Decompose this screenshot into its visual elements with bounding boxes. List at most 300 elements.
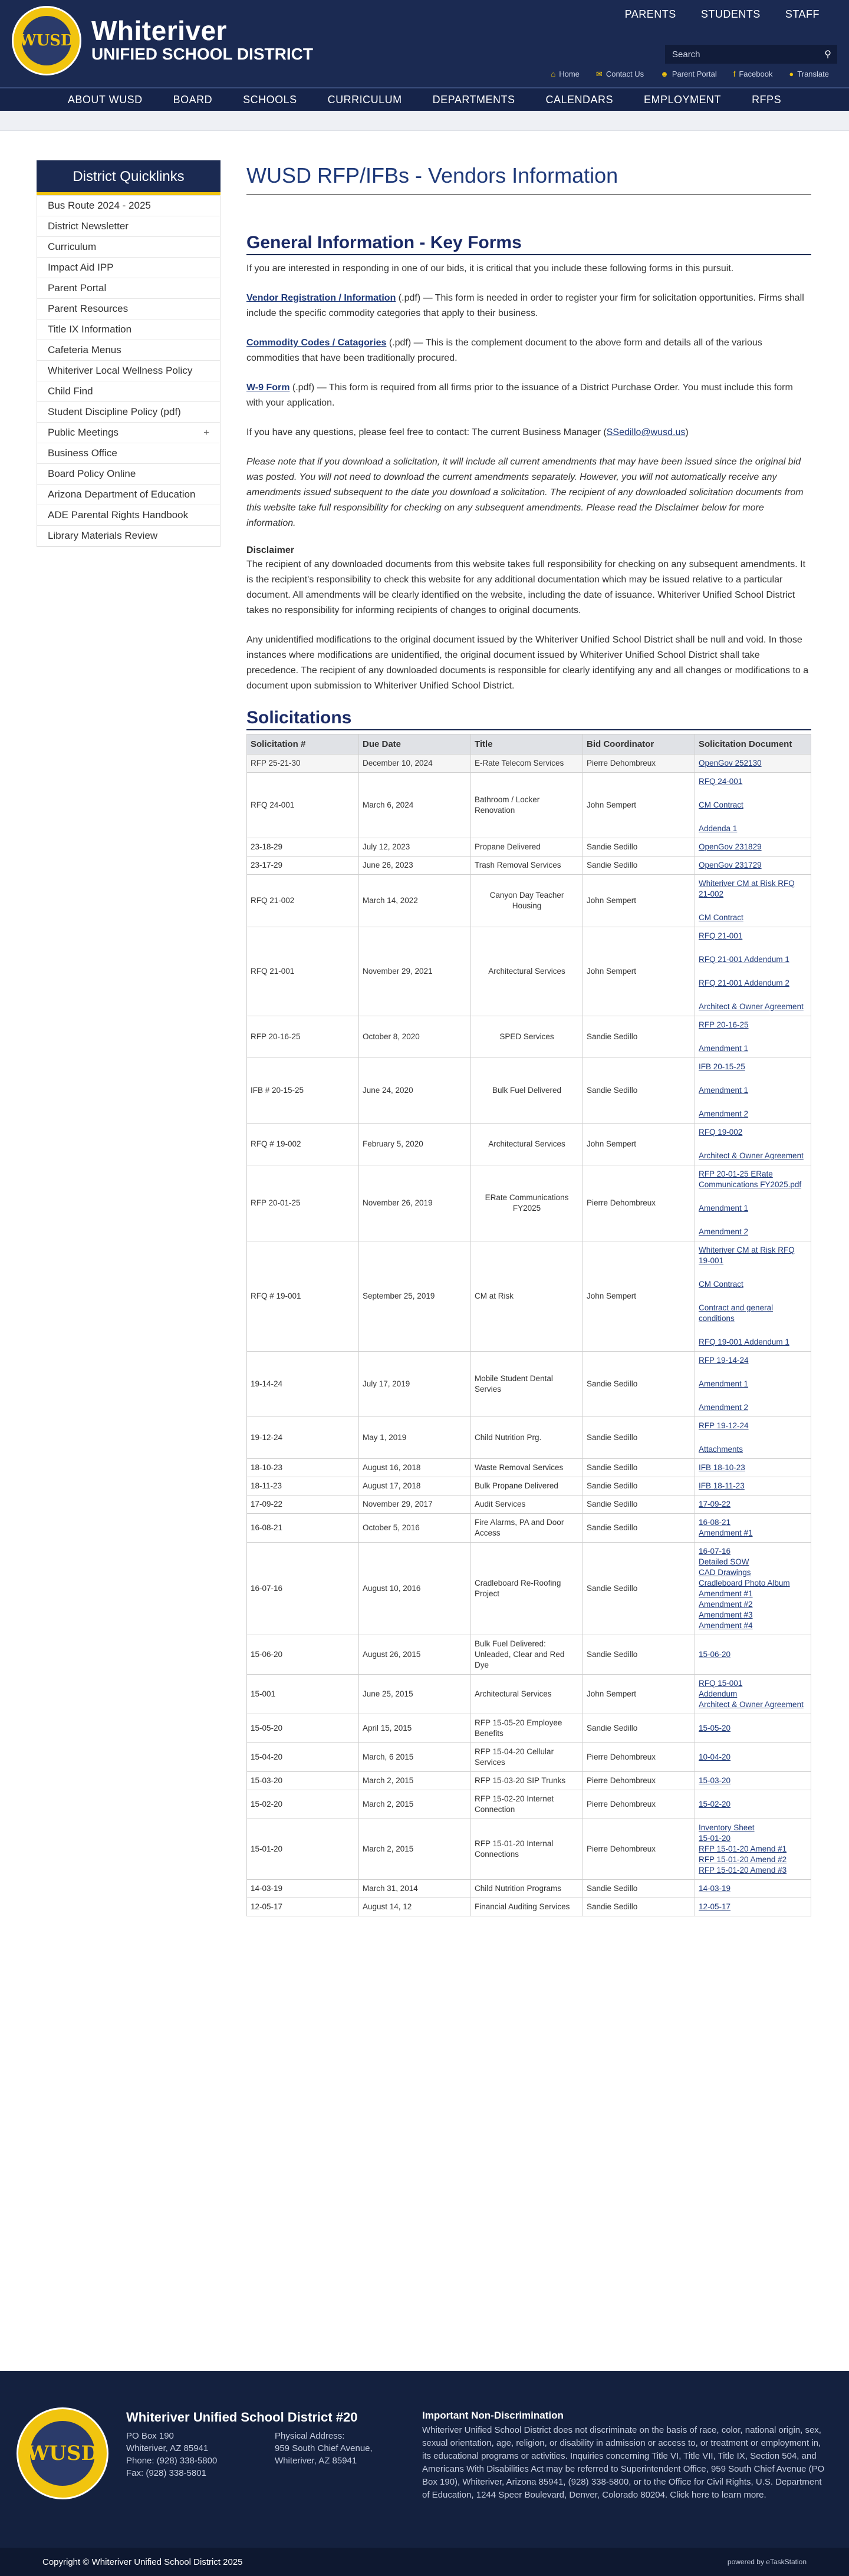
document-link[interactable]: RFQ 15-001 — [699, 1679, 743, 1688]
vendor-registration-text: (.pdf) — This form is needed in order to register your firm for solicitation opportunities. Firms shall include the specific commodity categories that apply to their business. — [246, 293, 804, 318]
sidebar-item[interactable]: ADE Parental Rights Handbook — [37, 505, 220, 526]
cell-solicitation-num: 17-09-22 — [247, 1495, 359, 1514]
cell-solicitation-num: 15-06-20 — [247, 1635, 359, 1675]
cell-bid-coordinator: Sandie Sedillo — [583, 1352, 695, 1417]
sidebar-item[interactable]: Bus Route 2024 - 2025 — [37, 196, 220, 216]
site-title[interactable] — [91, 17, 313, 64]
search-placeholder: Search — [672, 49, 700, 60]
cell-due-date: March 31, 2014 — [359, 1880, 471, 1898]
cell-title: RFP 15-02-20 Internet Connection — [471, 1790, 583, 1819]
cell-solicitation-num: 14-03-19 — [247, 1880, 359, 1898]
cell-solicitation-num: RFQ 24-001 — [247, 773, 359, 838]
expand-icon[interactable]: + — [203, 427, 209, 438]
w9-text: (.pdf) — This form is required from all firms prior to the issuance of a District Purchase Order. You must include this form with your application. — [246, 383, 793, 408]
phone-line: Phone: (928) 338-5800 — [126, 2456, 218, 2466]
nav-curriculum[interactable]: CURRICULUM — [327, 93, 402, 106]
cell-bid-coordinator: Sandie Sedillo — [583, 1459, 695, 1477]
document-link[interactable]: 10-04-20 — [699, 1753, 731, 1761]
cell-solicitation-num: IFB # 20-15-25 — [247, 1058, 359, 1124]
footer-logo-text: WUSD — [30, 2421, 95, 2486]
nav-employment[interactable]: EMPLOYMENT — [644, 93, 722, 106]
document-link[interactable]: IFB 20-15-25 — [699, 1062, 745, 1071]
home-icon: ⌂ — [551, 70, 556, 78]
col-bid-coordinator: Bid Coordinator — [583, 734, 695, 755]
cell-title: E-Rate Telecom Services — [471, 755, 583, 773]
cell-bid-coordinator: Sandie Sedillo — [583, 1714, 695, 1743]
cell-solicitation-num: 19-12-24 — [247, 1417, 359, 1459]
non-discrimination-heading: Important Non-Discrimination — [422, 2410, 564, 2421]
cell-solicitation-document — [695, 838, 811, 857]
cell-solicitation-document — [695, 1352, 811, 1417]
table-row — [247, 1675, 811, 1714]
col-due-date: Due Date — [359, 734, 471, 755]
top-links — [625, 8, 820, 21]
non-discrimination-text: Whiteriver Unified School District does not discriminate on the basis of race, color, national origin, sex, sexual orientation, age, religion, or disability in admission or access to, or treatment or employment in, its educational programs or activities. Inquiries concerning Title VI, Title VII, Title IX, Section 504, and Americans With Disabilities Act may be referred to Superintendent Office, 959 South Chief Avenue (PO Box 190), Whiteriver, Arizona 85941, (928) 338-5800, or to the Office for Civil Rights, U.S. Department of Education, 1244 Speer Boulevard, Denver, Colorado 80204. Click here to learn more. — [422, 2425, 825, 2500]
vendor-registration-link[interactable]: Vendor Registration / Information — [246, 293, 396, 303]
document-link[interactable]: OpenGov 252130 — [699, 759, 762, 767]
document-link[interactable]: Architect & Owner Agreement — [699, 1700, 804, 1709]
cell-bid-coordinator: Sandie Sedillo — [583, 1417, 695, 1459]
document-link[interactable]: 14-03-19 — [699, 1884, 731, 1893]
cell-solicitation-document — [695, 1417, 811, 1459]
site-header — [0, 0, 849, 87]
cell-solicitation-document — [695, 1124, 811, 1165]
cell-bid-coordinator: Sandie Sedillo — [583, 1880, 695, 1898]
table-row — [247, 1459, 811, 1477]
table-body — [247, 755, 811, 1916]
sidebar-item[interactable]: Whiteriver Local Wellness Policy — [37, 361, 220, 381]
document-link[interactable]: CM Contract — [699, 801, 743, 809]
sidebar-item[interactable]: Curriculum — [37, 237, 220, 258]
table-row — [247, 1819, 811, 1880]
cell-title: Cradleboard Re-Roofing Project — [471, 1543, 583, 1635]
cell-due-date: March 2, 2015 — [359, 1772, 471, 1790]
cell-solicitation-document — [695, 1790, 811, 1819]
disclaimer-text: The recipient of any downloaded documents from this website takes full responsibility for checking on any subsequent amendments. It is the recipient's responsibility to check this website for any additional documentation which may be issued relative to a particular document. All amendments will be clearly identified on the website, including the date of issuance. Whiteriver Unified School District takes no responsibility for informing recipients of changes to original documents. — [246, 559, 806, 615]
document-link[interactable]: 15-05-20 — [699, 1724, 731, 1732]
cell-solicitation-num: 19-14-24 — [247, 1352, 359, 1417]
cell-title: RFP 15-01-20 Internal Connections — [471, 1819, 583, 1880]
sidebar-item[interactable]: Cafeteria Menus — [37, 340, 220, 361]
cell-due-date: March, 6 2015 — [359, 1743, 471, 1772]
document-link[interactable]: 15-02-20 — [699, 1800, 731, 1809]
cell-due-date: September 25, 2019 — [359, 1241, 471, 1352]
cell-solicitation-document — [695, 1880, 811, 1898]
cell-bid-coordinator: Sandie Sedillo — [583, 857, 695, 875]
table-row — [247, 1124, 811, 1165]
cell-due-date: December 10, 2024 — [359, 755, 471, 773]
sidebar-item[interactable] — [37, 423, 220, 443]
main-nav — [0, 87, 849, 111]
document-link[interactable]: 12-05-17 — [699, 1902, 731, 1911]
sidebar-item[interactable]: Business Office — [37, 443, 220, 464]
cell-solicitation-document — [695, 1675, 811, 1714]
document-link[interactable]: Attachments — [699, 1445, 743, 1454]
util-link-contact[interactable]: ✉ Contact Us — [595, 70, 644, 78]
cell-solicitation-document — [695, 1772, 811, 1790]
commodity-codes-text: (.pdf) — This is the complement document to the above form and details all of the various commodities that have been traditionally procured. — [246, 338, 762, 363]
cell-solicitation-document — [695, 1819, 811, 1880]
footer-logo — [17, 2407, 108, 2499]
cell-title: Architectural Services — [471, 1124, 583, 1165]
contact-close: ) — [685, 427, 689, 437]
cell-title: RFP 15-05-20 Employee Benefits — [471, 1714, 583, 1743]
document-link[interactable]: CM Contract — [699, 1280, 743, 1289]
cell-bid-coordinator: Pierre Dehombreux — [583, 1772, 695, 1790]
phys-line: Whiteriver, AZ 85941 — [275, 2456, 357, 2466]
col-solicitation-num: Solicitation # — [247, 734, 359, 755]
cell-solicitation-num: RFQ # 19-002 — [247, 1124, 359, 1165]
cell-due-date: July 12, 2023 — [359, 838, 471, 857]
document-link[interactable]: RFQ 21-001 — [699, 931, 743, 940]
cell-title: Financial Auditing Services — [471, 1898, 583, 1916]
document-link[interactable]: Architect & Owner Agreement — [699, 1002, 804, 1011]
cell-solicitation-num: RFQ # 19-001 — [247, 1241, 359, 1352]
cell-solicitation-num: 18-11-23 — [247, 1477, 359, 1495]
sidebar-item[interactable]: Title IX Information — [37, 319, 220, 340]
cell-title: SPED Services — [471, 1016, 583, 1058]
cell-title: Mobile Student Dental Servies — [471, 1352, 583, 1417]
nav-board[interactable]: BOARD — [173, 93, 213, 106]
document-link[interactable]: 15-01-20 — [699, 1834, 731, 1843]
cell-bid-coordinator: Sandie Sedillo — [583, 1477, 695, 1495]
document-link[interactable]: Addendum — [699, 1689, 738, 1698]
cell-title: Propane Delivered — [471, 838, 583, 857]
cell-due-date: August 17, 2018 — [359, 1477, 471, 1495]
cell-solicitation-document — [695, 1477, 811, 1495]
document-link[interactable]: Amendment #1 — [699, 1529, 753, 1537]
document-link[interactable]: RFP 15-01-20 Amend #3 — [699, 1866, 787, 1875]
document-link[interactable]: 16-08-21 — [699, 1518, 731, 1527]
nav-schools[interactable]: SCHOOLS — [243, 93, 297, 106]
table-row — [247, 1514, 811, 1543]
cell-title: RFP 15-04-20 Cellular Services — [471, 1743, 583, 1772]
cell-due-date: August 16, 2018 — [359, 1459, 471, 1477]
cell-title: Child Nutrition Prg. — [471, 1417, 583, 1459]
cell-due-date: June 26, 2023 — [359, 857, 471, 875]
sidebar-title: District Quicklinks — [37, 160, 221, 195]
logo-text: WUSD — [22, 16, 71, 65]
table-row — [247, 1790, 811, 1819]
document-link[interactable]: Contract and general conditions — [699, 1303, 774, 1323]
cell-solicitation-num: RFP 25-21-30 — [247, 755, 359, 773]
nav-departments[interactable]: DEPARTMENTS — [432, 93, 515, 106]
top-link-students[interactable]: STUDENTS — [700, 8, 761, 20]
cell-solicitation-num: 15-05-20 — [247, 1714, 359, 1743]
phys-line: 959 South Chief Avenue, — [275, 2443, 373, 2453]
sidebar-item[interactable]: Impact Aid IPP — [37, 258, 220, 278]
po-line: Whiteriver, AZ 85941 — [126, 2443, 209, 2453]
document-link[interactable]: IFB 18-10-23 — [699, 1463, 745, 1472]
table-header-row — [247, 734, 811, 755]
cell-bid-coordinator: Sandie Sedillo — [583, 1543, 695, 1635]
document-link[interactable]: IFB 18-11-23 — [699, 1481, 745, 1490]
cell-due-date: November 29, 2021 — [359, 927, 471, 1016]
cell-due-date: November 29, 2017 — [359, 1495, 471, 1514]
document-link[interactable]: 15-03-20 — [699, 1776, 731, 1785]
sidebar-item-label: Public Meetings — [48, 427, 119, 438]
page-body — [0, 131, 849, 2371]
table-row — [247, 838, 811, 857]
document-link[interactable]: Amendment 1 — [699, 1379, 749, 1388]
cell-bid-coordinator: John Sempert — [583, 1241, 695, 1352]
cell-solicitation-document — [695, 927, 811, 1016]
intro-text: If you are interested in responding in one of our bids, it is critical that you include these following forms in this pursuit. — [246, 263, 734, 274]
cell-bid-coordinator: Pierre Dehombreux — [583, 1165, 695, 1241]
document-link[interactable]: 16-07-16 — [699, 1547, 731, 1556]
document-link[interactable]: Amendment #3 — [699, 1610, 753, 1619]
cell-solicitation-document — [695, 1016, 811, 1058]
phys-line: Physical Address: — [275, 2431, 345, 2441]
modifications-text: Any unidentified modifications to the original document issued by the Whiteriver Unified School District shall be null and void. In those instances where modifications are unidentified, the original document issued by Whiteriver Unified School District shall take precedence. The recipient of any downloaded documents is responsible for clearly identifying any and all changes or modifications to a document upon submission to Whiteriver Unified School District. — [246, 635, 809, 691]
document-link[interactable]: Inventory Sheet — [699, 1823, 755, 1832]
cell-title: ERate Communications FY2025 — [471, 1165, 583, 1241]
cell-bid-coordinator: Pierre Dehombreux — [583, 1819, 695, 1880]
document-link[interactable]: OpenGov 231829 — [699, 842, 762, 851]
table-row — [247, 1058, 811, 1124]
table-row — [247, 773, 811, 838]
w9-para — [246, 380, 811, 411]
cell-solicitation-num: 15-02-20 — [247, 1790, 359, 1819]
table-row — [247, 1016, 811, 1058]
cell-due-date: August 26, 2015 — [359, 1635, 471, 1675]
util-link-facebook[interactable]: f Facebook — [733, 70, 773, 78]
cell-due-date: November 26, 2019 — [359, 1165, 471, 1241]
document-link[interactable]: Whiteriver CM at Risk RFQ 19-001 — [699, 1246, 795, 1265]
document-link[interactable]: Amendment #1 — [699, 1589, 753, 1598]
nav-calendars[interactable]: CALENDARS — [545, 93, 614, 106]
sidebar-item[interactable]: Arizona Department of Education — [37, 485, 220, 505]
table-row — [247, 1477, 811, 1495]
cell-solicitation-num: 15-04-20 — [247, 1743, 359, 1772]
facebook-icon: f — [733, 70, 736, 78]
sidebar-item[interactable]: District Newsletter — [37, 216, 220, 237]
table-row — [247, 755, 811, 773]
top-link-staff[interactable]: STAFF — [785, 8, 820, 20]
document-link[interactable]: OpenGov 231729 — [699, 861, 762, 869]
non-discrimination — [422, 2410, 829, 2502]
fax-line: Fax: (928) 338-5801 — [126, 2468, 206, 2478]
page-title: WUSD RFP/IFBs - Vendors Information — [246, 163, 811, 195]
table-row — [247, 1898, 811, 1916]
cell-solicitation-document — [695, 1635, 811, 1675]
cell-title: Bulk Fuel Delivered: Unleaded, Clear and Red Dye — [471, 1635, 583, 1675]
table-row — [247, 1165, 811, 1241]
w9-form-link[interactable]: W-9 Form — [246, 383, 290, 393]
cell-solicitation-document — [695, 1714, 811, 1743]
cell-solicitation-document — [695, 1543, 811, 1635]
cell-due-date: March 14, 2022 — [359, 875, 471, 927]
cell-due-date: October 5, 2016 — [359, 1514, 471, 1543]
cell-solicitation-num: 12-05-17 — [247, 1898, 359, 1916]
cell-solicitation-num: 23-18-29 — [247, 838, 359, 857]
cell-solicitation-num: 23-17-29 — [247, 857, 359, 875]
cell-solicitation-document — [695, 875, 811, 927]
cell-bid-coordinator: John Sempert — [583, 875, 695, 927]
document-link[interactable]: RFP 20-16-25 — [699, 1020, 749, 1029]
cell-bid-coordinator: Sandie Sedillo — [583, 1635, 695, 1675]
document-link[interactable]: RFQ 21-001 Addendum 1 — [699, 955, 789, 964]
document-link[interactable]: Amendment #2 — [699, 1600, 753, 1609]
contact-para — [246, 425, 811, 440]
col-title: Title — [471, 734, 583, 755]
cell-due-date: June 25, 2015 — [359, 1675, 471, 1714]
vendor-registration-para — [246, 291, 811, 321]
cell-title: Architectural Services — [471, 927, 583, 1016]
util-link-home[interactable]: ⌂ Home — [551, 70, 580, 78]
document-link[interactable]: Cradleboard Photo Album — [699, 1579, 790, 1587]
document-link[interactable]: Amendment 2 — [699, 1109, 749, 1118]
cell-solicitation-document — [695, 1165, 811, 1241]
document-link[interactable]: Amendment #4 — [699, 1621, 753, 1630]
search-icon[interactable]: ⚲ — [824, 50, 831, 60]
footer-po-address — [126, 2430, 217, 2479]
table-row — [247, 1635, 811, 1675]
cell-due-date: August 10, 2016 — [359, 1543, 471, 1635]
commodity-codes-link[interactable]: Commodity Codes / Catagories — [246, 338, 387, 348]
download-note: Please note that if you download a solicitation, it will include all current amendments that may have been issued since the original bid was posted. You will not need to download the current amendments separately. However, you will not automatically receive any amendments issued subsequent to the date you download a solicitation. The recipient of any downloaded solicitation documents from this website take full responsibility for checking on any subsequent amendments. Please read the Disclaimer below for more information. — [246, 457, 804, 528]
top-link-parents[interactable]: PARENTS — [624, 8, 676, 20]
cell-solicitation-document — [695, 1459, 811, 1477]
table-row — [247, 927, 811, 1016]
globe-icon: ● — [789, 70, 794, 78]
user-icon: ☻ — [660, 70, 669, 78]
table-row — [247, 857, 811, 875]
table-row — [247, 1743, 811, 1772]
header-stripe — [0, 111, 849, 131]
sidebar-item[interactable]: Board Policy Online — [37, 464, 220, 485]
district-logo[interactable] — [12, 6, 81, 75]
document-link[interactable]: 15-06-20 — [699, 1650, 731, 1659]
utility-links — [551, 70, 829, 79]
document-link[interactable]: 17-09-22 — [699, 1500, 731, 1508]
col-solicitation-document: Solicitation Document — [695, 734, 811, 755]
solicitations-table — [246, 734, 811, 1916]
cell-bid-coordinator: John Sempert — [583, 927, 695, 1016]
document-link[interactable]: RFP 19-12-24 — [699, 1421, 749, 1430]
cell-bid-coordinator: Sandie Sedillo — [583, 1495, 695, 1514]
table-row — [247, 1495, 811, 1514]
cell-solicitation-document — [695, 1898, 811, 1916]
cell-due-date: October 8, 2020 — [359, 1016, 471, 1058]
document-link[interactable]: RFP 20-01-25 ERate Communications FY2025.pdf — [699, 1170, 802, 1189]
powered-by[interactable]: powered by eTaskStation — [727, 2558, 807, 2566]
cell-bid-coordinator: Sandie Sedillo — [583, 838, 695, 857]
nav-rfps[interactable]: RFPS — [752, 93, 782, 106]
cell-solicitation-document — [695, 1743, 811, 1772]
cell-due-date: June 24, 2020 — [359, 1058, 471, 1124]
footer-bottom-bar — [0, 2548, 849, 2576]
cell-solicitation-document — [695, 1495, 811, 1514]
document-link[interactable]: Amendment 2 — [699, 1403, 749, 1412]
document-link[interactable]: RFQ 19-002 — [699, 1128, 743, 1137]
cell-title: Waste Removal Services — [471, 1459, 583, 1477]
table-row — [247, 1714, 811, 1743]
cell-solicitation-document — [695, 755, 811, 773]
contact-email-link[interactable]: SSedillo@wusd.us — [606, 427, 686, 437]
document-link[interactable]: Architect & Owner Agreement — [699, 1151, 804, 1160]
cell-due-date: February 5, 2020 — [359, 1124, 471, 1165]
footer-physical-address — [275, 2430, 373, 2467]
cell-bid-coordinator: Sandie Sedillo — [583, 1058, 695, 1124]
document-link[interactable]: RFQ 19-001 Addendum 1 — [699, 1338, 789, 1346]
document-link[interactable]: RFP 19-14-24 — [699, 1356, 749, 1365]
cell-solicitation-num: RFQ 21-002 — [247, 875, 359, 927]
util-link-translate[interactable]: ● Translate — [789, 70, 829, 78]
document-link[interactable]: CM Contract — [699, 913, 743, 922]
sidebar-item[interactable]: Child Find — [37, 381, 220, 402]
sidebar-item[interactable]: Student Discipline Policy (pdf) — [37, 402, 220, 423]
document-link[interactable]: Addenda 1 — [699, 824, 738, 833]
cell-title: CM at Risk — [471, 1241, 583, 1352]
document-link[interactable]: Whiteriver CM at Risk RFQ 21-002 — [699, 879, 795, 898]
cell-title: Bulk Fuel Delivered — [471, 1058, 583, 1124]
cell-bid-coordinator: Sandie Sedillo — [583, 1898, 695, 1916]
sidebar-item[interactable]: Parent Portal — [37, 278, 220, 299]
table-row — [247, 1352, 811, 1417]
cell-bid-coordinator: Pierre Dehombreux — [583, 1790, 695, 1819]
document-link[interactable]: CAD Drawings — [699, 1568, 751, 1577]
cell-solicitation-document — [695, 857, 811, 875]
table-row — [247, 1241, 811, 1352]
document-link[interactable]: Amendment 1 — [699, 1086, 749, 1095]
cell-title: Bulk Propane Delivered — [471, 1477, 583, 1495]
document-link[interactable]: RFQ 24-001 — [699, 777, 743, 786]
cell-title: Bathroom / Locker Renovation — [471, 773, 583, 838]
table-row — [247, 875, 811, 927]
table-row — [247, 1772, 811, 1790]
document-link[interactable]: RFQ 21-001 Addendum 2 — [699, 979, 789, 987]
cell-due-date: July 17, 2019 — [359, 1352, 471, 1417]
po-line: PO Box 190 — [126, 2431, 174, 2441]
cell-title: Fire Alarms, PA and Door Access — [471, 1514, 583, 1543]
cell-due-date: March 2, 2015 — [359, 1819, 471, 1880]
cell-title: Audit Services — [471, 1495, 583, 1514]
document-link[interactable]: RFP 15-01-20 Amend #2 — [699, 1855, 787, 1864]
envelope-icon: ✉ — [595, 70, 603, 78]
cell-title: Child Nutrition Programs — [471, 1880, 583, 1898]
site-title-line2: UNIFIED SCHOOL DISTRICT — [91, 45, 313, 63]
table-row — [247, 1880, 811, 1898]
cell-bid-coordinator: Sandie Sedillo — [583, 1514, 695, 1543]
cell-solicitation-num: RFP 20-01-25 — [247, 1165, 359, 1241]
cell-solicitation-document — [695, 773, 811, 838]
document-link[interactable]: Amendment 1 — [699, 1204, 749, 1213]
cell-bid-coordinator: Sandie Sedillo — [583, 1016, 695, 1058]
sidebar-item[interactable]: Library Materials Review — [37, 526, 220, 546]
cell-title: RFP 15-03-20 SIP Trunks — [471, 1772, 583, 1790]
site-title-line1: Whiteriver — [91, 15, 227, 46]
sidebar — [37, 160, 221, 547]
cell-solicitation-num: 15-01-20 — [247, 1819, 359, 1880]
disclaimer-heading: Disclaimer — [246, 545, 294, 555]
document-link[interactable]: Detailed SOW — [699, 1557, 749, 1566]
sidebar-item[interactable]: Parent Resources — [37, 299, 220, 319]
nav-about[interactable]: ABOUT WUSD — [67, 93, 143, 106]
cell-solicitation-num: RFP 20-16-25 — [247, 1016, 359, 1058]
document-link[interactable]: Amendment 1 — [699, 1044, 749, 1053]
search-input[interactable] — [665, 45, 837, 64]
document-link[interactable]: Amendment 2 — [699, 1227, 749, 1236]
document-link[interactable]: RFP 15-01-20 Amend #1 — [699, 1844, 787, 1853]
cell-bid-coordinator: Pierre Dehombreux — [583, 1743, 695, 1772]
cell-due-date: May 1, 2019 — [359, 1417, 471, 1459]
cell-title: Canyon Day Teacher Housing — [471, 875, 583, 927]
commodity-codes-para — [246, 335, 811, 366]
sidebar-list — [37, 195, 221, 547]
util-link-parent-portal[interactable]: ☻ Parent Portal — [660, 70, 717, 78]
cell-bid-coordinator: Pierre Dehombreux — [583, 755, 695, 773]
